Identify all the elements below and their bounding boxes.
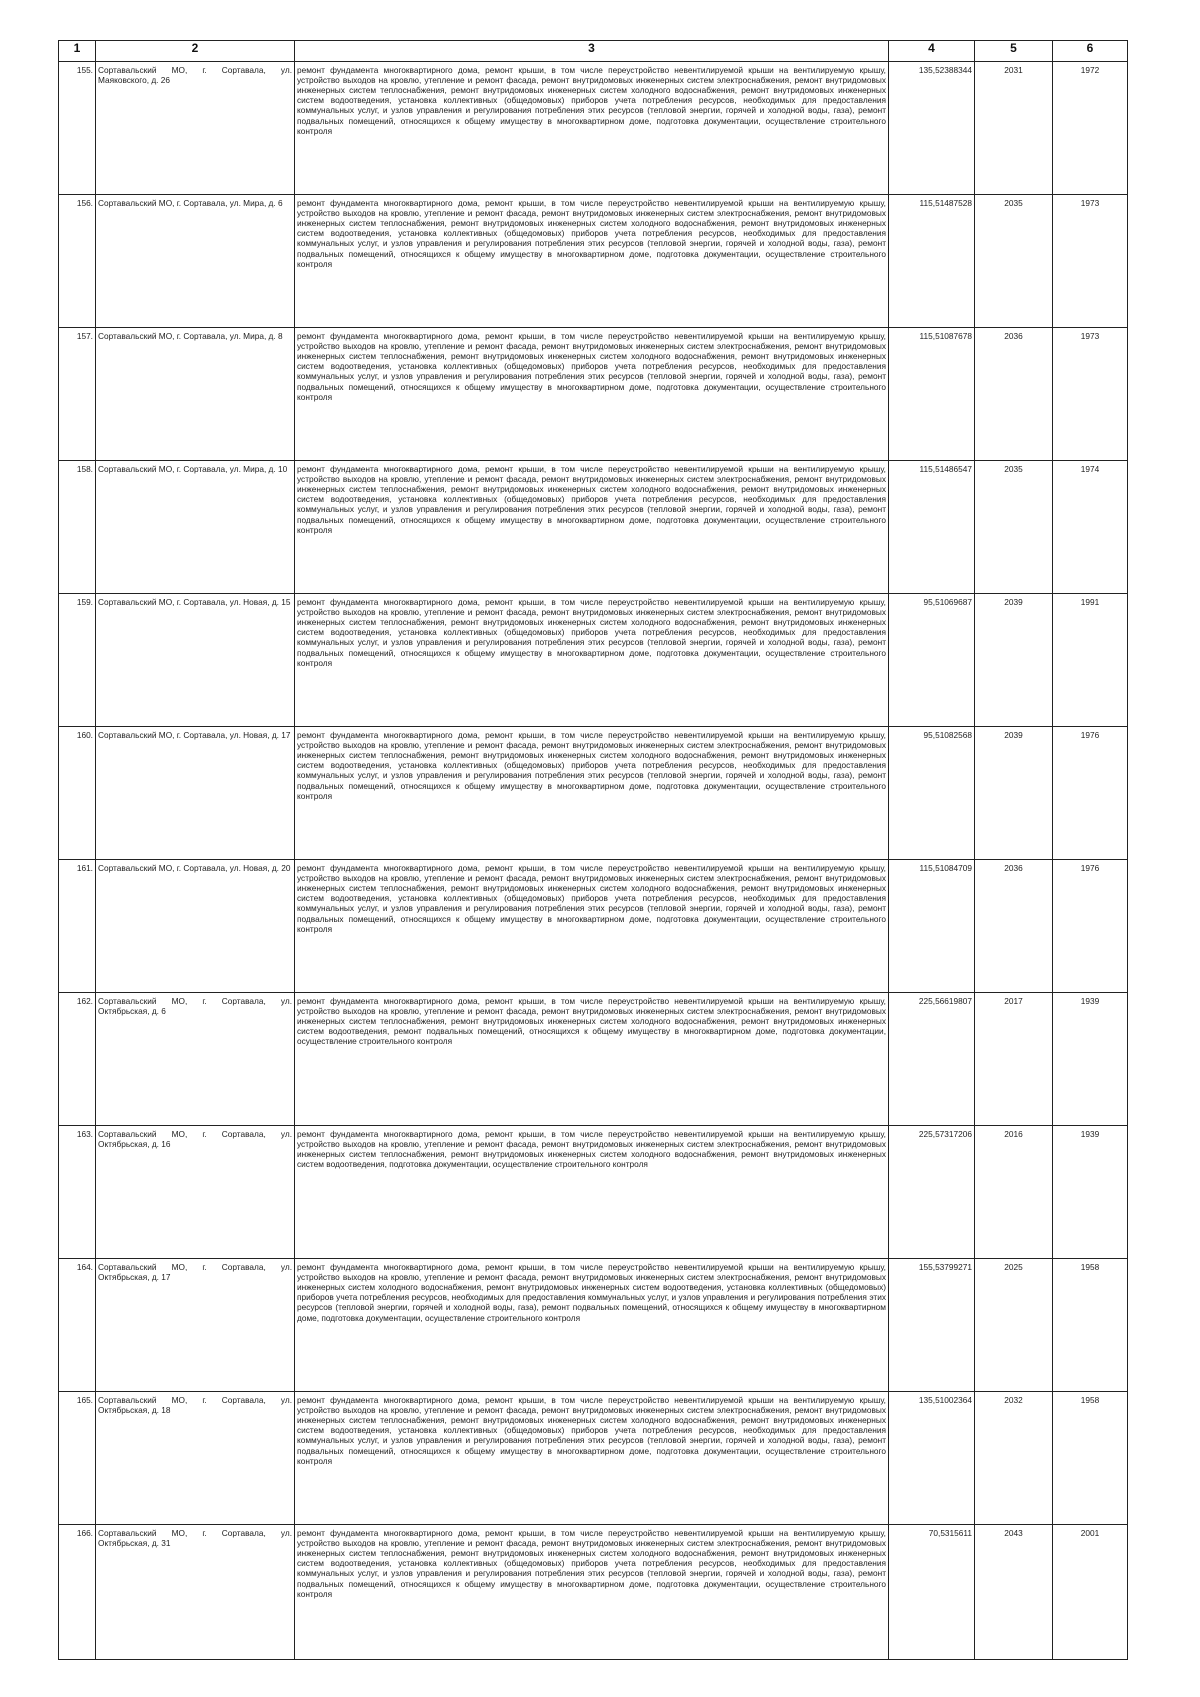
works-cell: ремонт фундамента многоквартирного дома, ремонт крыши, в том числе переустройство невентилируемой крыши на вентилируемую крышу, устройство выходов на кровлю, утепление и ремонт фасада, ремонт внутридомовых инженерных систем электроснабжения, ремонт внутридомовых инженерных систем теплоснабжения, ремонт внутридомовых инженерных систем холодного водоснабжения, ремонт внутридомовых инженерных систем водоотведения, установка коллективных (общедомовых) приборов учета потребления ресурсов, необходимых для предоставления коммунальных услуг, и узлов управления и регулирования потребления этих ресурсов (тепловой энергии, горячей и холодной воды, газа), ремонт подвальных помещений, относящихся к общему имуществу в многоквартирном доме, подготовка документации, осуществление строительного контроля	[295, 328, 889, 461]
built-year-cell: 1958	[1053, 1259, 1128, 1392]
address-cell: Сортавальский МО, г. Сортавала, ул. Маяковского, д. 26	[96, 62, 295, 195]
value-cell: 135,51002364	[889, 1392, 975, 1525]
planned-year-cell: 2032	[975, 1392, 1053, 1525]
works-cell: ремонт фундамента многоквартирного дома, ремонт крыши, в том числе переустройство невентилируемой крыши на вентилируемую крышу, устройство выходов на кровлю, утепление и ремонт фасада, ремонт внутридомовых инженерных систем электроснабжения, ремонт внутридомовых инженерных систем теплоснабжения, ремонт внутридомовых инженерных систем холодного водоснабжения, ремонт внутридомовых инженерных систем водоотведения, установка коллективных (общедомовых) приборов учета потребления ресурсов, необходимых для предоставления коммунальных услуг, и узлов управления и регулирования потребления этих ресурсов (тепловой энергии, горячей и холодной воды, газа), ремонт подвальных помещений, относящихся к общему имуществу в многоквартирном доме, подготовка документации, осуществление строительного контроля	[295, 1392, 889, 1525]
works-cell: ремонт фундамента многоквартирного дома, ремонт крыши, в том числе переустройство невентилируемой крыши на вентилируемую крышу, устройство выходов на кровлю, утепление и ремонт фасада, ремонт внутридомовых инженерных систем электроснабжения, ремонт внутридомовых инженерных систем теплоснабжения, ремонт внутридомовых инженерных систем холодного водоснабжения, ремонт внутридомовых инженерных систем водоотведения, установка коллективных (общедомовых) приборов учета потребления ресурсов, необходимых для предоставления коммунальных услуг, и узлов управления и регулирования потребления этих ресурсов (тепловой энергии, горячей и холодной воды, газа), ремонт подвальных помещений, относящихся к общему имуществу в многоквартирном доме, подготовка документации, осуществление строительного контроля	[295, 1525, 889, 1660]
address-cell: Сортавальский МО, г. Сортавала, ул. Новая, д. 20	[96, 860, 295, 993]
table-row	[59, 328, 1128, 461]
row-number: 163.	[59, 1126, 96, 1259]
value-cell: 115,51486547	[889, 461, 975, 594]
value-cell: 95,51082568	[889, 727, 975, 860]
planned-year-cell: 2035	[975, 195, 1053, 328]
row-number: 165.	[59, 1392, 96, 1525]
planned-year-cell: 2017	[975, 993, 1053, 1126]
row-number: 158.	[59, 461, 96, 594]
table-row	[59, 195, 1128, 328]
built-year-cell: 1976	[1053, 727, 1128, 860]
address-cell: Сортавальский МО, г. Сортавала, ул. Новая, д. 17	[96, 727, 295, 860]
address-cell: Сортавальский МО, г. Сортавала, ул. Новая, д. 15	[96, 594, 295, 727]
table-row	[59, 1525, 1128, 1660]
table-row	[59, 1392, 1128, 1525]
built-year-cell: 1991	[1053, 594, 1128, 727]
address-cell: Сортавальский МО, г. Сортавала, ул. Октябрьская, д. 16	[96, 1126, 295, 1259]
built-year-cell: 1972	[1053, 62, 1128, 195]
built-year-cell: 1974	[1053, 461, 1128, 594]
works-cell: ремонт фундамента многоквартирного дома, ремонт крыши, в том числе переустройство невентилируемой крыши на вентилируемую крышу, устройство выходов на кровлю, утепление и ремонт фасада, ремонт внутридомовых инженерных систем электроснабжения, ремонт внутридомовых инженерных систем теплоснабжения, ремонт внутридомовых инженерных систем холодного водоснабжения, ремонт внутридомовых инженерных систем водоотведения, ремонт подвальных помещений, относящихся к общему имуществу в многоквартирном доме, подготовка документации, осуществление строительного контроля	[295, 993, 889, 1126]
table-row	[59, 461, 1128, 594]
built-year-cell: 1973	[1053, 328, 1128, 461]
value-cell: 155,53799271	[889, 1259, 975, 1392]
works-cell: ремонт фундамента многоквартирного дома, ремонт крыши, в том числе переустройство невентилируемой крыши на вентилируемую крышу, устройство выходов на кровлю, утепление и ремонт фасада, ремонт внутридомовых инженерных систем электроснабжения, ремонт внутридомовых инженерных систем теплоснабжения, ремонт внутридомовых инженерных систем холодного водоснабжения, ремонт внутридомовых инженерных систем водоотведения, установка коллективных (общедомовых) приборов учета потребления ресурсов, необходимых для предоставления коммунальных услуг, и узлов управления и регулирования потребления этих ресурсов (тепловой энергии, горячей и холодной воды, газа), ремонт подвальных помещений, относящихся к общему имуществу в многоквартирном доме, подготовка документации, осуществление строительного контроля	[295, 195, 889, 328]
built-year-cell: 1939	[1053, 993, 1128, 1126]
value-cell: 115,51084709	[889, 860, 975, 993]
table-row	[59, 1259, 1128, 1392]
row-number: 155.	[59, 62, 96, 195]
planned-year-cell: 2025	[975, 1259, 1053, 1392]
planned-year-cell: 2016	[975, 1126, 1053, 1259]
address-cell: Сортавальский МО, г. Сортавала, ул. Мира, д. 6	[96, 195, 295, 328]
built-year-cell: 1939	[1053, 1126, 1128, 1259]
works-cell: ремонт фундамента многоквартирного дома, ремонт крыши, в том числе переустройство невентилируемой крыши на вентилируемую крышу, устройство выходов на кровлю, утепление и ремонт фасада, ремонт внутридомовых инженерных систем электроснабжения, ремонт внутридомовых инженерных систем теплоснабжения, ремонт внутридомовых инженерных систем холодного водоснабжения, ремонт внутридомовых инженерных систем водоотведения, установка коллективных (общедомовых) приборов учета потребления ресурсов, необходимых для предоставления коммунальных услуг, и узлов управления и регулирования потребления этих ресурсов (тепловой энергии, горячей и холодной воды, газа), ремонт подвальных помещений, относящихся к общему имуществу в многоквартирном доме, подготовка документации, осуществление строительного контроля	[295, 727, 889, 860]
address-cell: Сортавальский МО, г. Сортавала, ул. Мира, д. 8	[96, 328, 295, 461]
table-header-row	[59, 41, 1128, 62]
column-header: 1	[59, 41, 96, 62]
row-number: 166.	[59, 1525, 96, 1660]
column-header: 6	[1053, 41, 1128, 62]
table-row	[59, 594, 1128, 727]
value-cell: 70,5315611	[889, 1525, 975, 1660]
built-year-cell: 1958	[1053, 1392, 1128, 1525]
value-cell: 95,51069687	[889, 594, 975, 727]
column-header: 3	[295, 41, 889, 62]
column-header: 2	[96, 41, 295, 62]
planned-year-cell: 2036	[975, 860, 1053, 993]
table-row	[59, 1126, 1128, 1259]
planned-year-cell: 2035	[975, 461, 1053, 594]
works-cell: ремонт фундамента многоквартирного дома, ремонт крыши, в том числе переустройство невентилируемой крыши на вентилируемую крышу, устройство выходов на кровлю, утепление и ремонт фасада, ремонт внутридомовых инженерных систем электроснабжения, ремонт внутридомовых инженерных систем теплоснабжения, ремонт внутридомовых инженерных систем холодного водоснабжения, ремонт внутридомовых инженерных систем водоотведения, установка коллективных (общедомовых) приборов учета потребления ресурсов, необходимых для предоставления коммунальных услуг, и узлов управления и регулирования потребления этих ресурсов (тепловой энергии, горячей и холодной воды, газа), ремонт подвальных помещений, относящихся к общему имуществу в многоквартирном доме, подготовка документации, осуществление строительного контроля	[295, 594, 889, 727]
works-cell: ремонт фундамента многоквартирного дома, ремонт крыши, в том числе переустройство невентилируемой крыши на вентилируемую крышу, устройство выходов на кровлю, утепление и ремонт фасада, ремонт внутридомовых инженерных систем электроснабжения, ремонт внутридомовых инженерных систем теплоснабжения, ремонт внутридомовых инженерных систем холодного водоснабжения, ремонт внутридомовых инженерных систем водоотведения, установка коллективных (общедомовых) приборов учета потребления ресурсов, необходимых для предоставления коммунальных услуг, и узлов управления и регулирования потребления этих ресурсов (тепловой энергии, горячей и холодной воды, газа), ремонт подвальных помещений, относящихся к общему имуществу в многоквартирном доме, подготовка документации, осуществление строительного контроля	[295, 62, 889, 195]
planned-year-cell: 2031	[975, 62, 1053, 195]
address-cell: Сортавальский МО, г. Сортавала, ул. Октябрьская, д. 6	[96, 993, 295, 1126]
row-number: 160.	[59, 727, 96, 860]
table-row	[59, 993, 1128, 1126]
planned-year-cell: 2036	[975, 328, 1053, 461]
built-year-cell: 1973	[1053, 195, 1128, 328]
works-cell: ремонт фундамента многоквартирного дома, ремонт крыши, в том числе переустройство невентилируемой крыши на вентилируемую крышу, устройство выходов на кровлю, утепление и ремонт фасада, ремонт внутридомовых инженерных систем электроснабжения, ремонт внутридомовых инженерных систем теплоснабжения, ремонт внутридомовых инженерных систем холодного водоснабжения, ремонт внутридомовых инженерных систем водоотведения, установка коллективных (общедомовых) приборов учета потребления ресурсов, необходимых для предоставления коммунальных услуг, и узлов управления и регулирования потребления этих ресурсов (тепловой энергии, горячей и холодной воды, газа), ремонт подвальных помещений, относящихся к общему имуществу в многоквартирном доме, подготовка документации, осуществление строительного контроля	[295, 461, 889, 594]
address-cell: Сортавальский МО, г. Сортавала, ул. Октябрьская, д. 31	[96, 1525, 295, 1660]
value-cell: 225,57317206	[889, 1126, 975, 1259]
row-number: 161.	[59, 860, 96, 993]
housing-repair-table	[58, 40, 1128, 1660]
row-number: 159.	[59, 594, 96, 727]
column-header: 5	[975, 41, 1053, 62]
table-row	[59, 62, 1128, 195]
row-number: 157.	[59, 328, 96, 461]
address-cell: Сортавальский МО, г. Сортавала, ул. Октябрьская, д. 18	[96, 1392, 295, 1525]
built-year-cell: 2001	[1053, 1525, 1128, 1660]
planned-year-cell: 2039	[975, 727, 1053, 860]
works-cell: ремонт фундамента многоквартирного дома, ремонт крыши, в том числе переустройство невентилируемой крыши на вентилируемую крышу, устройство выходов на кровлю, утепление и ремонт фасада, ремонт внутридомовых инженерных систем электроснабжения, ремонт внутридомовых инженерных систем теплоснабжения, ремонт внутридомовых инженерных систем холодного водоснабжения, ремонт внутридомовых инженерных систем водоотведения, подготовка документации, осуществление строительного контроля	[295, 1126, 889, 1259]
value-cell: 115,51087678	[889, 328, 975, 461]
row-number: 156.	[59, 195, 96, 328]
planned-year-cell: 2043	[975, 1525, 1053, 1660]
planned-year-cell: 2039	[975, 594, 1053, 727]
value-cell: 225,56619807	[889, 993, 975, 1126]
column-header: 4	[889, 41, 975, 62]
value-cell: 135,52388344	[889, 62, 975, 195]
address-cell: Сортавальский МО, г. Сортавала, ул. Мира, д. 10	[96, 461, 295, 594]
table-row	[59, 860, 1128, 993]
table-row	[59, 727, 1128, 860]
document-page	[58, 40, 1127, 1660]
address-cell: Сортавальский МО, г. Сортавала, ул. Октябрьская, д. 17	[96, 1259, 295, 1392]
row-number: 162.	[59, 993, 96, 1126]
row-number: 164.	[59, 1259, 96, 1392]
works-cell: ремонт фундамента многоквартирного дома, ремонт крыши, в том числе переустройство невентилируемой крыши на вентилируемую крышу, устройство выходов на кровлю, утепление и ремонт фасада, ремонт внутридомовых инженерных систем электроснабжения, ремонт внутридомовых инженерных систем холодного водоснабжения, ремонт внутридомовых инженерных систем водоотведения, установка коллективных (общедомовых) приборов учета потребления ресурсов, необходимых для предоставления коммунальных услуг, и узлов управления и регулирования потребления этих ресурсов (тепловой энергии, горячей и холодной воды, газа), ремонт подвальных помещений, относящихся к общему имуществу в многоквартирном доме, подготовка документации, осуществление строительного контроля	[295, 1259, 889, 1392]
value-cell: 115,51487528	[889, 195, 975, 328]
works-cell: ремонт фундамента многоквартирного дома, ремонт крыши, в том числе переустройство невентилируемой крыши на вентилируемую крышу, устройство выходов на кровлю, утепление и ремонт фасада, ремонт внутридомовых инженерных систем электроснабжения, ремонт внутридомовых инженерных систем теплоснабжения, ремонт внутридомовых инженерных систем холодного водоснабжения, ремонт внутридомовых инженерных систем водоотведения, установка коллективных (общедомовых) приборов учета потребления ресурсов, необходимых для предоставления коммунальных услуг, и узлов управления и регулирования потребления этих ресурсов (тепловой энергии, горячей и холодной воды, газа), ремонт подвальных помещений, относящихся к общему имуществу в многоквартирном доме, подготовка документации, осуществление строительного контроля	[295, 860, 889, 993]
built-year-cell: 1976	[1053, 860, 1128, 993]
